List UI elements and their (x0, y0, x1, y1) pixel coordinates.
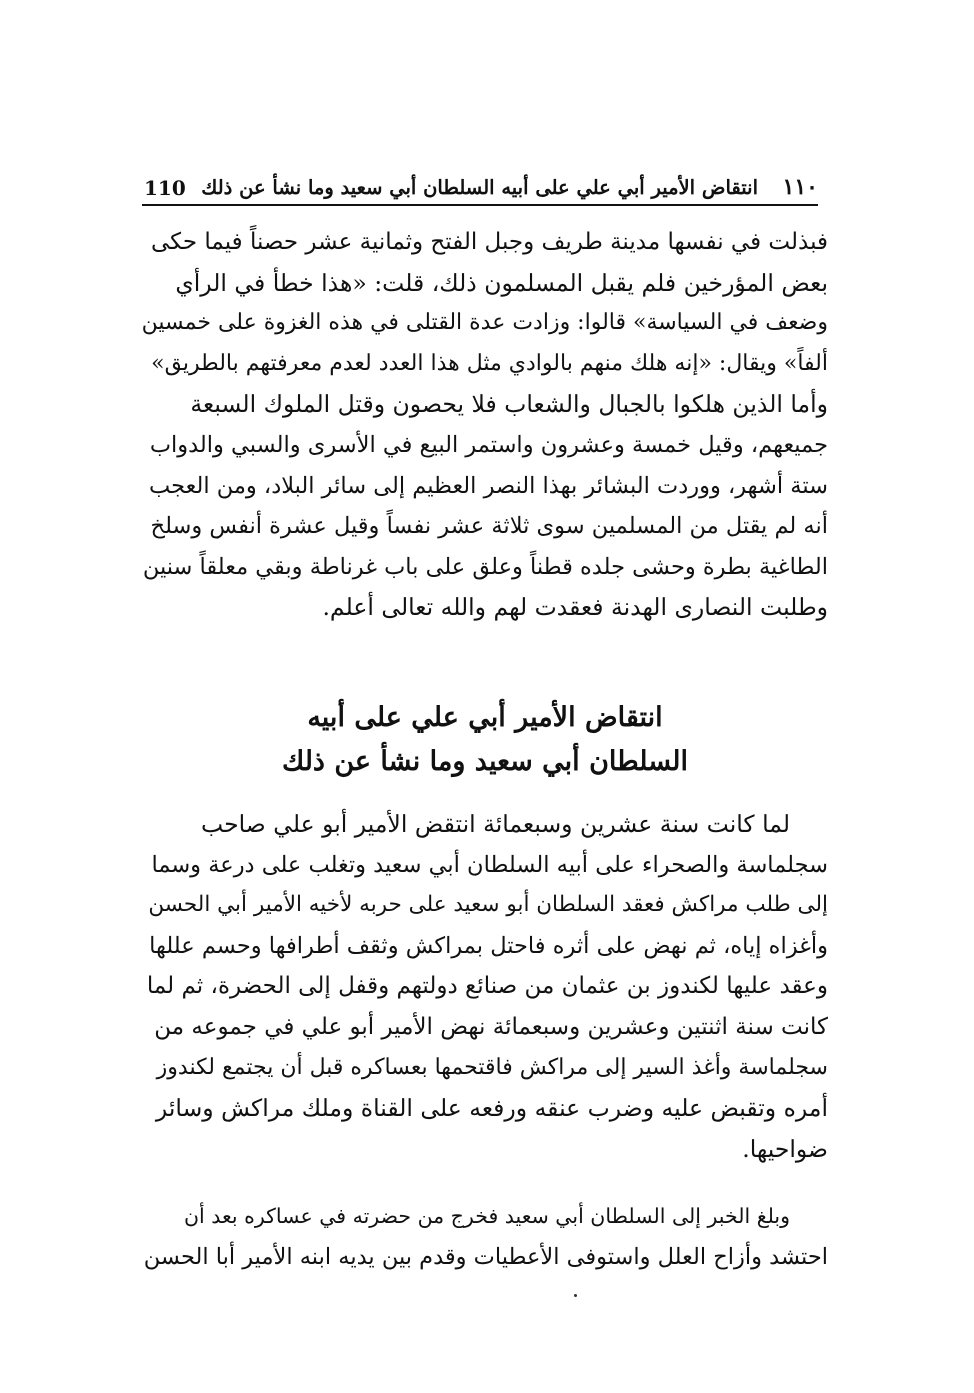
text-line: سجلماسة والصحراء على أبيه السلطان أبي سعيد وتغلب على درعة وسما (151, 851, 828, 878)
heading-line-1: انتقاض الأمير أبي علي على أبيه (307, 702, 663, 733)
section-heading (142, 696, 828, 784)
page-number-latin: 110 (144, 176, 186, 200)
text-line: جميعهم، وقيل خمسة وعشرون واستمر البيع في الأسرى والسبي والدواب (149, 431, 828, 458)
page-number-arabic: ١١٠ (782, 174, 818, 200)
text-line: وطلبت النصارى الهدنة فعقدت لهم والله تعالى أعلم. (322, 593, 828, 622)
text-line: ضواحيها. (742, 1134, 828, 1163)
text-line: ألفاً» ويقال: «إنه هلك منهم بالوادي مثل هذا العدد لعدم معرفتهم بالطريق» (151, 350, 828, 376)
text-line: أمره وتقبض عليه وضرب عنقه ورفعه على القناة وملك مراكش وسائر (155, 1094, 828, 1123)
text-line: الطاغية بطرة وحشى جلده قطناً وعلق على باب غرناطة وبقي معلقاً سنين (142, 553, 828, 580)
text-line: وضعف في السياسة» قالوا: وزادت عدة القتلى في هذه الغزوة على خمسين (141, 310, 828, 336)
text-line: وبلغ الخبر إلى السلطان أبي سعيد فخرج من حضرته في عساكره بعد أن (183, 1204, 790, 1228)
text-line: لما كانت سنة عشرين وسبعمائة انتقض الأمير أبو علي صاحب (201, 810, 790, 838)
text-line: أنه لم يقتل من المسلمين سوى ثلاثة عشر نفساً وقيل عشرة أنفس وسلخ (150, 513, 828, 540)
text-line: وعقد عليها لكندوز بن عثمان من صنائع دولتهم وقفل إلى الحضرة، ثم لما (146, 973, 828, 1000)
text-line: إلى طلب مراكش فعقد السلطان أبو سعيد على حربه لأخيه الأمير أبي الحسن (148, 892, 828, 918)
text-line: ستة أشهر، ووردت البشائر بهذا النصر العظيم إلى سائر البلاد، ومن العجب (149, 472, 828, 499)
running-header (142, 168, 818, 206)
text-line: سجلماسة وأغذ السير إلى مراكش فاقتحمها بعساكره قبل أن يجتمع لكندوز (156, 1054, 828, 1080)
paragraph-1 (142, 222, 828, 628)
paragraph-3 (142, 1196, 828, 1277)
text-line: احتشد وأزاح العلل واستوفى الأعطيات وقدم بين يديه ابنه الأمير أبا الحسن (143, 1243, 828, 1270)
paragraph-2 (142, 804, 828, 1169)
text-line: فبذلت في نفسها مدينة طريف وجبل الفتح وثمانية عشر حصناً فيما حكى (151, 229, 828, 255)
running-title: انتقاض الأمير أبي علي على أبيه السلطان أبي سعيد وما نشأ عن ذلك (201, 176, 758, 199)
text-line: كانت سنة اثنتين وعشرين وسبعمائة نهض الأمير أبو علي في جموعه من (154, 1013, 828, 1040)
text-line: بعض المؤرخين فلم يقبل المسلمون ذلك، قلت: «هذا خطأ في الرأي (175, 268, 828, 297)
heading-line-2: السلطان أبي سعيد وما نشأ عن ذلك (281, 746, 689, 777)
scan-speck (574, 1294, 577, 1297)
text-line: وأما الذين هلكوا بالجبال والشعاب فلا يحصون وقتل الملوك السبعة (190, 390, 828, 419)
text-line: وأغزاه إياه، ثم نهض على أثره فاحتل بمراكش وثقف أطرافها وحسم عللها (149, 932, 828, 959)
